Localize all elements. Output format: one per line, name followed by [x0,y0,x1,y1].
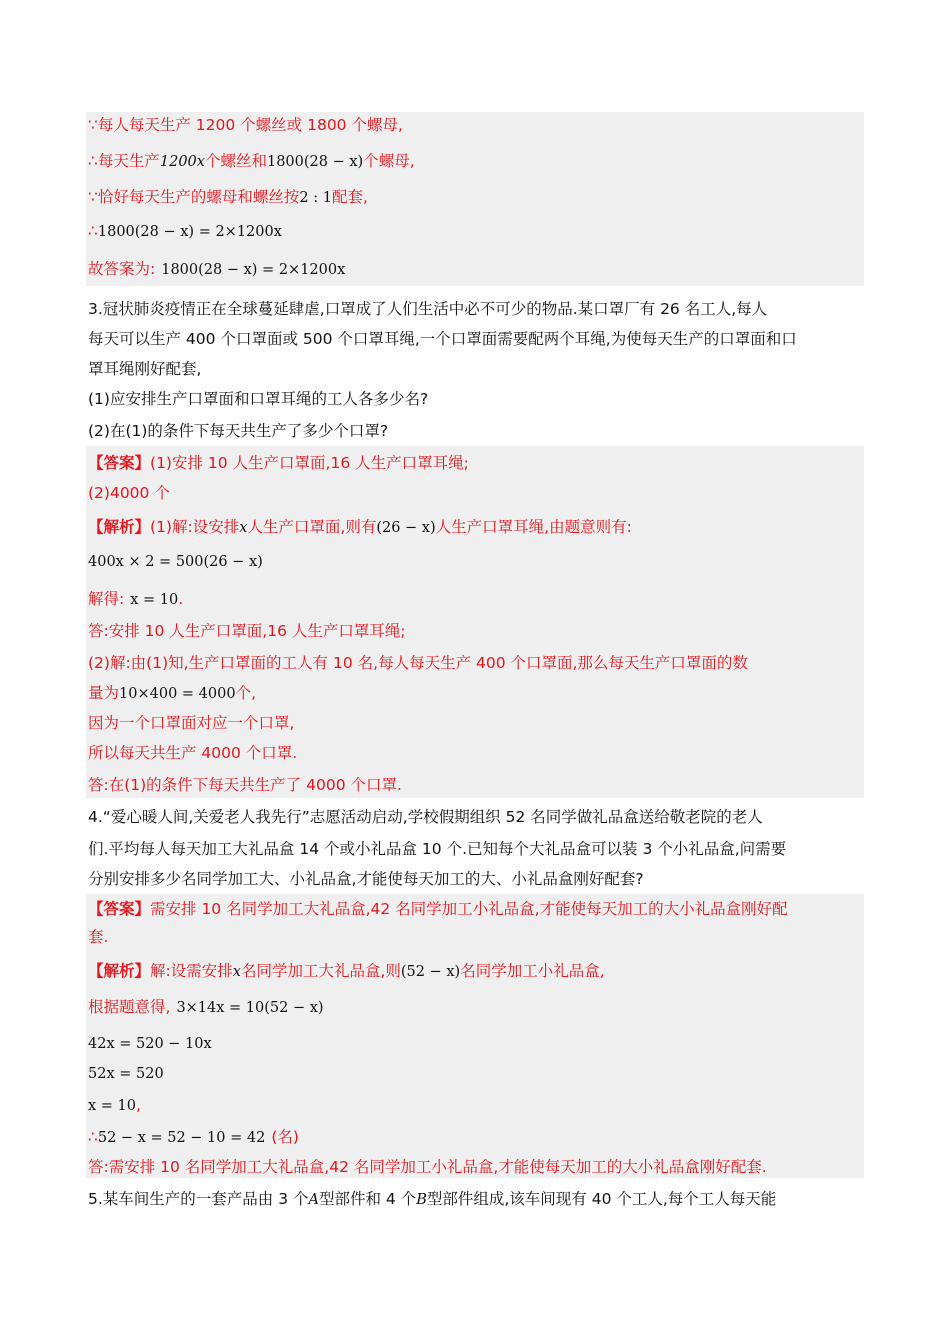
analysis-tag: 【解析】 [88,518,151,536]
equation: 52x = 520 [88,1066,164,1082]
analysis-line: 因为一个口罩面对应一个口罩, [88,714,295,732]
math-expression: 2 : 1 [299,190,332,206]
question-text: 每天可以生产 400 个口罩面或 500 个口罩耳绳,一个口罩面需要配两个耳绳,为使每天生产的口罩面和口 [88,330,797,348]
math-expression: (52 − x) [400,964,461,980]
answer-line: (2)4000 个 [88,484,170,502]
analysis-line: 【解析】(1)解:设安排x人生产口罩面,则有(26 − x)人生产口罩耳绳,由题意则有: [88,518,632,536]
analysis-line: 答:在(1)的条件下每天共生产了 4000 个口罩. [88,776,402,794]
analysis-line: 根据题意得, 3×14x = 10(52 − x) [88,998,324,1016]
question-text: 分别安排多少名同学加工大、小礼品盒,才能使每天加工的大、小礼品盒刚好配套? [88,870,644,888]
math-expression: 10×400 = 4000 [119,686,236,702]
answer-tag: 【答案】 [88,900,151,918]
equation: 42x = 520 − 10x [88,1036,212,1052]
math-expression: A [308,1192,319,1208]
question-text: 5.某车间生产的一套产品由 3 个A型部件和 4 个B型部件组成,该车间现有 40 个工人,每个工人每天能 [88,1190,777,1208]
question-text: 罩耳绳刚好配套, [88,360,202,378]
math-expression: 52 − x = 52 − 10 = 42 [97,1130,266,1146]
answer-line: 套. [88,928,109,946]
math-expression: x [239,520,248,536]
sub-question: (2)在(1)的条件下每天共生产了多少个口罩? [88,422,389,440]
sub-question: (1)应安排生产口罩面和口罩耳绳的工人各多少名? [88,390,429,408]
question-text: 3.冠状肺炎疫情正在全球蔓延肆虐,口罩成了人们生活中必不可少的物品.某口罩厂有 26 名工人,每人 [88,300,768,318]
analysis-tag: 【解析】 [88,962,151,980]
math-expression: B [416,1192,427,1208]
math-expression: 1800(28 − x) = 2×1200x [161,262,346,278]
analysis-line: 解得: x = 10. [88,590,184,608]
solution-line: ∴1800(28 − x) = 2×1200x [88,222,282,240]
analysis-line: 答:安排 10 人生产口罩面,16 人生产口罩耳绳; [88,622,406,640]
solution-line: ∵每人每天生产 1200 个螺丝或 1800 个螺母, [88,116,403,134]
answer-tag: 【答案】 [88,454,151,472]
equation: x = 10, [88,1096,141,1114]
solution-line: ∵恰好每天生产的螺母和螺丝按2 : 1配套, [88,188,368,206]
question-text: 们.平均每人每天加工大礼品盒 14 个或小礼品盒 10 个.已知每个大礼品盒可以装 3 个小礼品盒,问需要 [88,840,787,858]
answer-line: 【答案】(1)安排 10 人生产口罩面,16 人生产口罩耳绳; [88,454,469,472]
math-expression: (26 − x) [376,520,436,536]
math-expression: x = 10 [130,592,179,608]
math-expression: x [232,964,241,980]
analysis-line: 所以每天共生产 4000 个口罩. [88,744,298,762]
equation: 400x × 2 = 500(26 − x) [88,554,263,570]
answer-line: 【答案】需安排 10 名同学加工大礼品盒,42 名同学加工小礼品盒,才能使每天加工的大小礼品盒刚好配 [88,900,788,918]
question-text: 4.“爱心暖人间,关爱老人我先行”志愿活动启动,学校假期组织 52 名同学做礼品盒送给敬老院的老人 [88,808,763,826]
math-expression: 3×14x = 10(52 − x) [176,1000,324,1016]
analysis-line: 量为10×400 = 4000个, [88,684,256,702]
equation: ∴52 − x = 52 − 10 = 42 (名) [88,1128,299,1146]
analysis-line: 答:需安排 10 名同学加工大礼品盒,42 名同学加工小礼品盒,才能使每天加工的大小礼品盒刚好配套. [88,1158,767,1176]
solution-line: ∴每天生产1200x个螺丝和1800(28 − x)个螺母, [88,152,415,170]
analysis-line: (2)解:由(1)知,生产口罩面的工人有 10 名,每人每天生产 400 个口罩面,那么每天生产口罩面的数 [88,654,748,672]
math-expression: 1800(28 − x) = 2×1200x [97,224,282,240]
analysis-line: 【解析】解:设需安排x名同学加工大礼品盒,则(52 − x)名同学加工小礼品盒, [88,962,605,980]
math-expression: 1200x [159,154,205,170]
solution-line: 故答案为: 1800(28 − x) = 2×1200x [88,260,346,278]
math-expression: 1800(28 − x) [266,154,364,170]
